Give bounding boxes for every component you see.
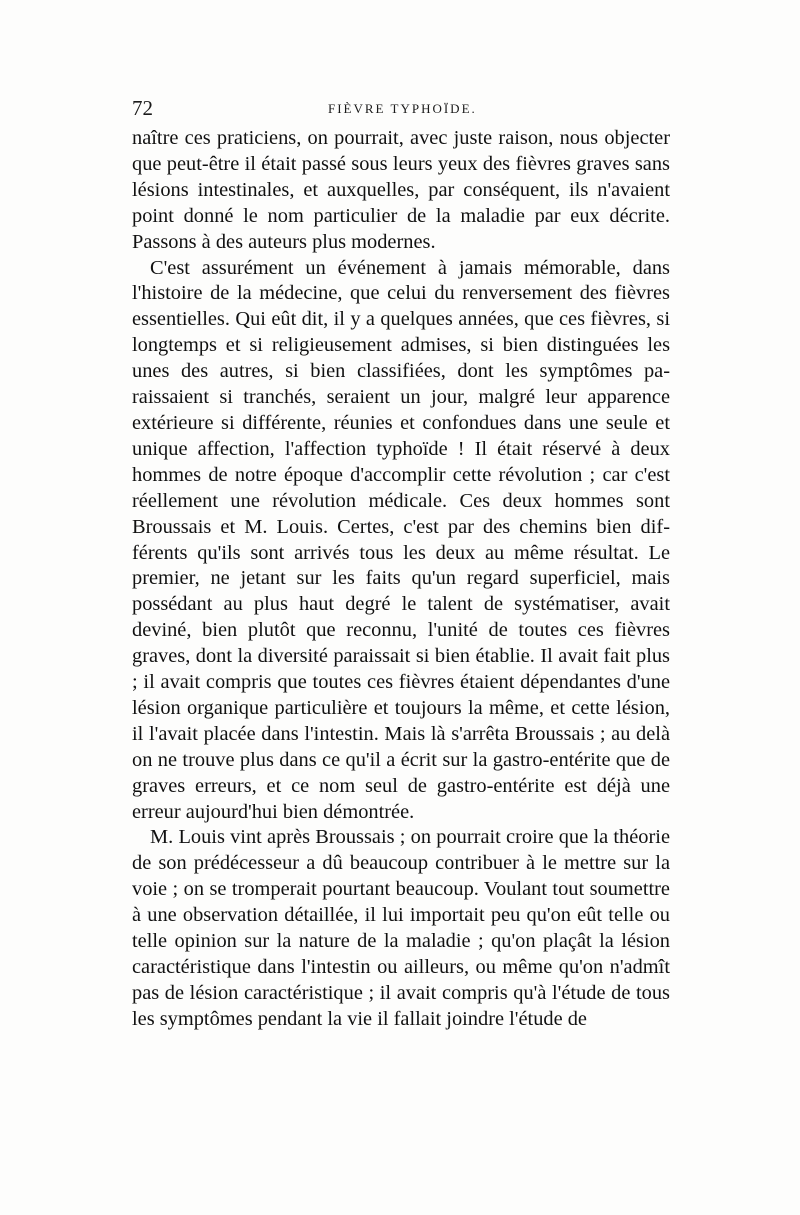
paragraph-fevers-essential: C'est assurément un événement à jamais mémorable, dans l'histoire de la médecine, que celui du renversement des fièvres essentielles. Qui eût dit, il y a quelques années, que ces fièvres, si longtemps et si religieusement admises, si bien distinguées les unes des autres, si bien classifiées, dont les symptômes paraissaient si tranchés, seraient un jour, malgré leur apparence extérieure si différente, réunies et confondues dans une seule et unique affection, l'affection typhoïde ! Il était réservé à deux hommes de notre époque d'accomplir cette révolution ; car c'est réellement une révolution médicale. Ces deux hommes sont Broussais et M. Louis. Certes, c'est par des chemins bien différents qu'ils sont arrivés tous les deux au même résultat. Le premier, ne jetant sur les faits qu'un regard superficiel, mais possédant au plus haut degré le talent de systématiser, avait deviné, bien plutôt que reconnu, l'unité de toutes ces fièvres graves, dont la diversité paraissait si bien établie. Il avait fait plus ; il avait compris que toutes ces fièvres étaient dépendantes d'une lésion organique particulière et toujours la même, et cette lésion, il l'avait placée dans l'intestin. Mais là s'arrêta Broussais ; au delà on ne trouve plus dans ce qu'il a écrit sur la gastro-entérite que de graves erreurs, et ce nom seul de gastro-entérite est déjà une erreur aujourd'hui bien démontrée. xyxy=(132,256,670,823)
paragraph-louis: M. Louis vint après Broussais ; on pourrait croire que la théorie de son prédécesseur a dû beaucoup contribuer à le mettre sur la voie ; on se tromperait pourtant beaucoup. Voulant tout soumettre à une observation détaillée, il lui importait peu qu'on eût telle ou telle opinion sur la nature de la maladie ; qu'on plaçât la lésion caractéristique dans l'intestin ou ailleurs, ou même qu'on n'admît pas de lésion caractéristique ; il avait compris qu'à l'étude de tous les symptômes pendant la vie il fallait joindre l'étude de xyxy=(132,826,670,1030)
page-number: 72 xyxy=(132,96,153,120)
paragraph-continuation: naître ces praticiens, on pourrait, avec juste raison, nous objecter que peut-être il était passé sous leurs yeux des fièvres graves sans lésions intestinales, et auxquelles, par conséquent, ils n'avaient point donné le nom particulier de la maladie par eux décrite. Passons à des auteurs plus modernes. xyxy=(132,127,670,253)
page-header xyxy=(132,96,672,126)
running-title: FIÈVRE TYPHOÏDE. xyxy=(328,101,477,116)
body-text xyxy=(132,126,670,1033)
